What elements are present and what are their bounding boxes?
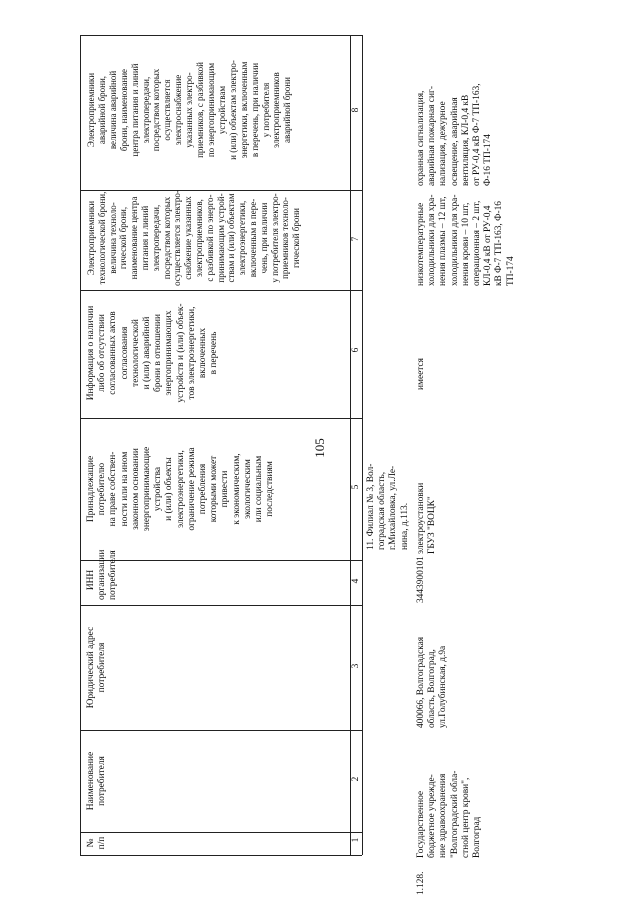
header-inn: ИНН организации потребителя [86, 549, 119, 600]
header-number: № п/п [86, 836, 108, 850]
row-consumer-name: Государственное бюджетное учрежде- ние здравоохранения "Волгоградский обла- стной центр крови", Волгоград [416, 770, 483, 858]
col-divider-6-7 [80, 290, 362, 291]
col-number-2: 2 [351, 776, 361, 782]
row-number: 1.128. [416, 871, 426, 895]
row-inn: 3443900101 [416, 556, 426, 603]
table-border-left [80, 35, 81, 855]
col-number-5: 5 [351, 484, 361, 490]
col-divider-4-5 [80, 560, 362, 561]
col-number-6: 6 [351, 347, 361, 353]
page-number: 105 [312, 438, 327, 458]
col-divider-5-6 [80, 418, 362, 419]
header-acts: Информация о наличии либо об отсутствии согласованных актов согласования технологической и (или) аварийной брони в отношении энергопринимающих устройств и (или) объек- тов электроэнергетики, включенных в перечень [86, 303, 220, 403]
header-devices: Принадлежащие потребителю на праве собствен- ности или на ином законном основании энергопринимающие устройства и (или) объекты электроэнергетики, ограничение режима потребления которыми может привести к экономическим, экологическим или социальным последствиям [86, 446, 276, 532]
header-name: Наименование потребителя [86, 751, 108, 811]
col-number-3: 3 [351, 663, 361, 669]
table-number-row-border [362, 35, 363, 855]
header-emergency-reserve: Электроприемники аварийной брони, величина аварийной брони, наименование центра питания и линий электропередачи, посредством которых осуществляется электроснабжение указанных электро- приемников, с разбивкой по энергопринимающим устройствам и (или) объектам электро- энергетики, включенным в перечень, при наличии у потребителя электроприемников аварийной брони [86, 60, 293, 160]
table-border-right [350, 35, 351, 855]
col-divider-start [80, 855, 362, 856]
row-emergency-reserve: охранная сигнализация, аварийная пожарная сиг- нализация, дежурное освещение, аварийная вентиляция, КЛ-0,4 кВ от РУ-0,4 кВ Ф-7 ТП-163, Ф-16 ТП-174 [416, 83, 494, 186]
row-tech-reserve: низкотемпературные холодильники для хра- нения плазмы – 12 шт, холодильники для хра- нения крови – 10 шт, операционная – 2 шт, КЛ-0,4 кВ от РУ-0,4 кВ Ф-7 ТП-163, Ф-16 ТП-174 [416, 194, 516, 286]
col-divider-3-4 [80, 605, 362, 606]
col-number-7: 7 [351, 236, 361, 242]
row-devices: электроустановки ГБУЗ "ВОЦК" [416, 482, 438, 554]
row-address: 400066, Волгоградская область, Волгоград, ул.Голубинская, д.9а [416, 636, 449, 728]
col-divider-2-3 [80, 730, 362, 731]
col-number-4: 4 [351, 578, 361, 584]
filial-heading: 11. Филиал № 3, Вол- гоградская область, г.Михайловка, ул.Ле- нина, д.113. [366, 463, 410, 550]
col-divider-1-2 [80, 832, 362, 833]
col-number-1: 1 [351, 837, 361, 843]
col-number-8: 8 [351, 107, 361, 113]
header-address: Юридический адрес потребителя [86, 626, 108, 709]
row-acts: имеется [416, 358, 426, 390]
header-tech-reserve: Электроприемники технологической брони, величина техноло- гической брони, наименование центра питания и линий электропередачи, посредством которых осуществляется электро- снабжение указанных электроприемников, с разбивкой по энерго- принимающим устрой- ствам и (или) объектам электроэнергетики, включенным в пере- чень, при наличии у потребителя электро- приемников техноло- гической брони [86, 190, 302, 286]
